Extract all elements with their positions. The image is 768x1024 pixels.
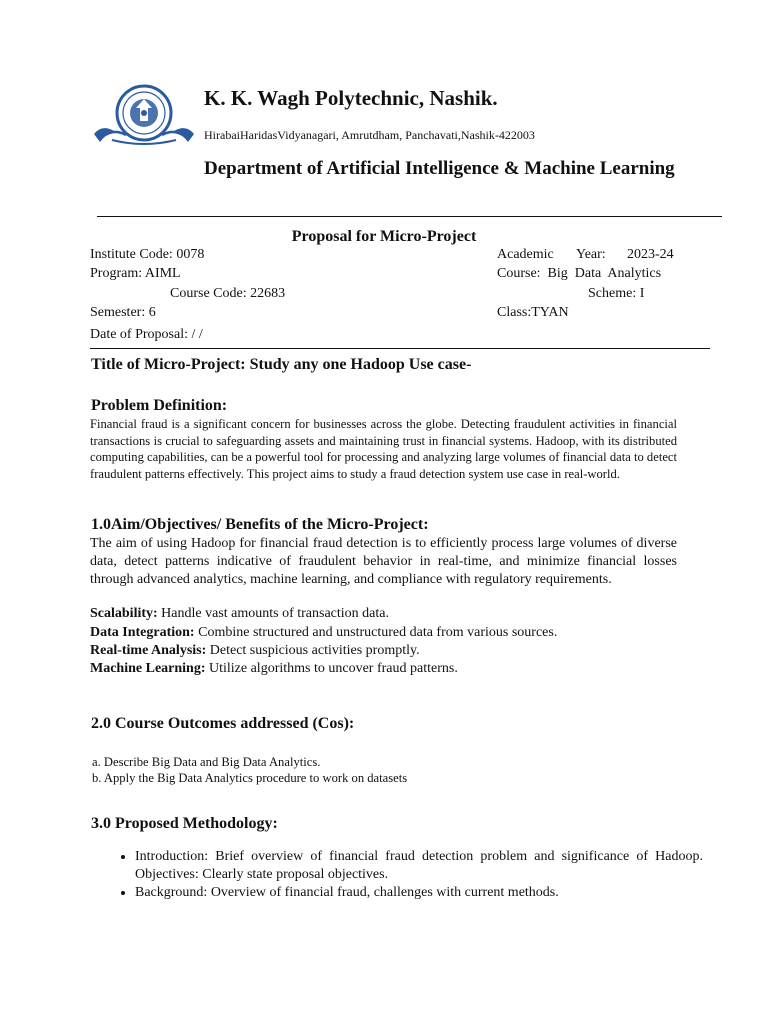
micro-project-title: Title of Micro-Project: Study any one Hadoop Use case- bbox=[91, 356, 472, 373]
outcome-item: a. Describe Big Data and Big Data Analytics. bbox=[92, 755, 321, 769]
benefit-term: Data Integration: bbox=[90, 625, 195, 640]
department-name: Department of Artificial Intelligence & Machine Learning bbox=[204, 158, 675, 179]
college-logo bbox=[92, 84, 196, 146]
benefit-term: Scalability: bbox=[90, 606, 158, 621]
methodology-list bbox=[110, 848, 703, 902]
date-of-proposal: Date of Proposal: / / bbox=[90, 327, 203, 342]
aims-text: The aim of using Hadoop for financial fraud detection is to efficiently process large volumes of diverse data, detect patterns indicative of fraudulent behavior in real-time, and minimize financial losses through advanced analytics, machine learning, and compliance with regulatory requirements. bbox=[90, 536, 677, 587]
course-code: Course Code: 22683 bbox=[170, 286, 286, 301]
program: Program: AIML bbox=[90, 266, 181, 281]
institute-code: Institute Code: 0078 bbox=[90, 247, 205, 262]
methodology-heading: 3.0 Proposed Methodology: bbox=[91, 815, 278, 832]
proposal-title: Proposal for Micro-Project bbox=[291, 228, 477, 245]
outcomes-heading: 2.0 Course Outcomes addressed (Cos): bbox=[91, 715, 355, 732]
problem-heading: Problem Definition: bbox=[91, 397, 228, 414]
benefit-term: Machine Learning: bbox=[90, 661, 206, 676]
college-address: HirabaiHaridasVidyanagari, Amrutdham, Panchavati,Nashik-422003 bbox=[204, 128, 535, 142]
year-label: Year: bbox=[576, 247, 606, 262]
outcome-item: b. Apply the Big Data Analytics procedure to work on datasets bbox=[92, 771, 408, 785]
methodology-item: • Introduction: Brief overview of financial fraud detection problem and significance of Hadoop. Objectives: Clearly state proposal objectives. bbox=[135, 848, 703, 884]
academic-label: Academic bbox=[497, 247, 554, 262]
problem-text: Financial fraud is a significant concern for businesses across the globe. Detecting fraudulent activities in financial transactions is crucial to safeguarding assets and maintaining trust in financial systems. Hadoop, with its distributed computing capabilities, can be a powerful tool for processing and analyzing large volumes of financial data to detect fraudulent patterns effectively. This project aims to study a fraud detection system use case in real-world. bbox=[90, 417, 677, 481]
benefit-desc: Handle vast amounts of transaction data. bbox=[157, 606, 389, 621]
logo-emblem-icon bbox=[92, 84, 196, 146]
academic-year: 2023-24 bbox=[627, 247, 674, 262]
class: Class:TYAN bbox=[497, 305, 569, 320]
semester: Semester: 6 bbox=[90, 305, 156, 320]
scheme: Scheme: I bbox=[588, 286, 645, 301]
benefit-term: Real-time Analysis: bbox=[90, 643, 207, 658]
benefit-desc: Combine structured and unstructured data from various sources. bbox=[194, 625, 558, 640]
methodology-item: • Background: Overview of financial fraud, challenges with current methods. bbox=[135, 884, 703, 902]
header-divider bbox=[97, 216, 722, 217]
benefit-item bbox=[90, 625, 557, 641]
benefit-desc: Detect suspicious activities promptly. bbox=[206, 643, 420, 658]
college-name: K. K. Wagh Polytechnic, Nashik. bbox=[204, 86, 498, 110]
benefit-item bbox=[90, 661, 458, 677]
benefit-desc: Utilize algorithms to uncover fraud patterns. bbox=[205, 661, 458, 676]
course-name: Course: Big Data Analytics bbox=[497, 266, 662, 281]
info-divider bbox=[90, 348, 710, 349]
benefit-item bbox=[90, 643, 420, 659]
aims-heading: 1.0Aim/Objectives/ Benefits of the Micro-Project: bbox=[91, 516, 429, 533]
benefit-item bbox=[90, 606, 389, 622]
